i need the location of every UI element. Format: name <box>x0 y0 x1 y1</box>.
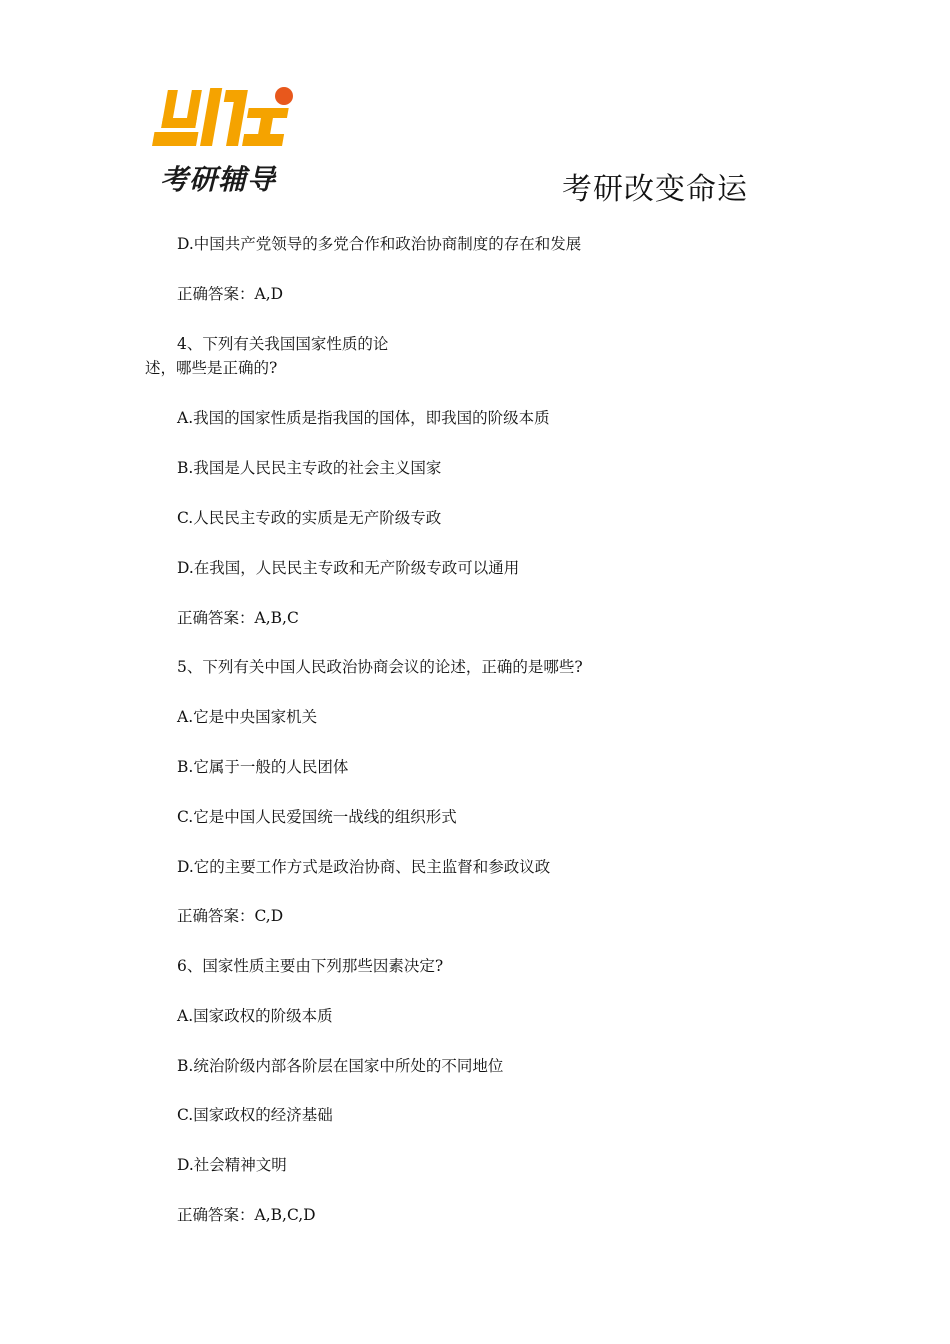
q4-option-c: C.人民民主专政的实质是无产阶级专政 <box>177 509 442 527</box>
q4-question: 4、下列有关我国国家性质的论 <box>177 335 389 353</box>
q3-answer: 正确答案：A,D <box>177 285 284 303</box>
q4-answer: 正确答案：A,B,C <box>177 609 299 627</box>
q5-option-a: A.它是中央国家机关 <box>177 708 318 726</box>
q4-question-continued: 述，哪些是正确的? <box>145 359 278 377</box>
q3-option-d: D.中国共产党领导的多党合作和政治协商制度的存在和发展 <box>177 235 582 253</box>
q6-option-b: B.统治阶级内部各阶层在国家中所处的不同地位 <box>177 1057 504 1075</box>
q5-option-d: D.它的主要工作方式是政治协商、民主监督和参政议政 <box>177 858 551 876</box>
logo-subtitle: 考研辅导 <box>160 163 277 196</box>
logo-graphic <box>150 78 310 158</box>
q5-answer: 正确答案：C,D <box>177 907 284 925</box>
q5-option-c: C.它是中国人民爱国统一战线的组织形式 <box>177 808 457 826</box>
q6-option-d: D.社会精神文明 <box>177 1156 287 1174</box>
q6-question: 6、国家性质主要由下列那些因素决定? <box>177 957 444 975</box>
q5-option-b: B.它属于一般的人民团体 <box>177 758 349 776</box>
q4-option-b: B.我国是人民民主专政的社会主义国家 <box>177 459 442 477</box>
header-slogan: 考研改变命运 <box>562 172 748 207</box>
q4-option-a: A.我国的国家性质是指我国的国体，即我国的阶级本质 <box>177 409 550 427</box>
q4-option-d: D.在我国，人民民主专政和无产阶级专政可以通用 <box>177 559 520 577</box>
q5-question: 5、下列有关中国人民政治协商会议的论述，正确的是哪些? <box>177 658 583 676</box>
q6-option-c: C.国家政权的经济基础 <box>177 1106 333 1124</box>
q6-option-a: A.国家政权的阶级本质 <box>177 1007 333 1025</box>
q6-answer: 正确答案：A,B,C,D <box>177 1206 316 1224</box>
